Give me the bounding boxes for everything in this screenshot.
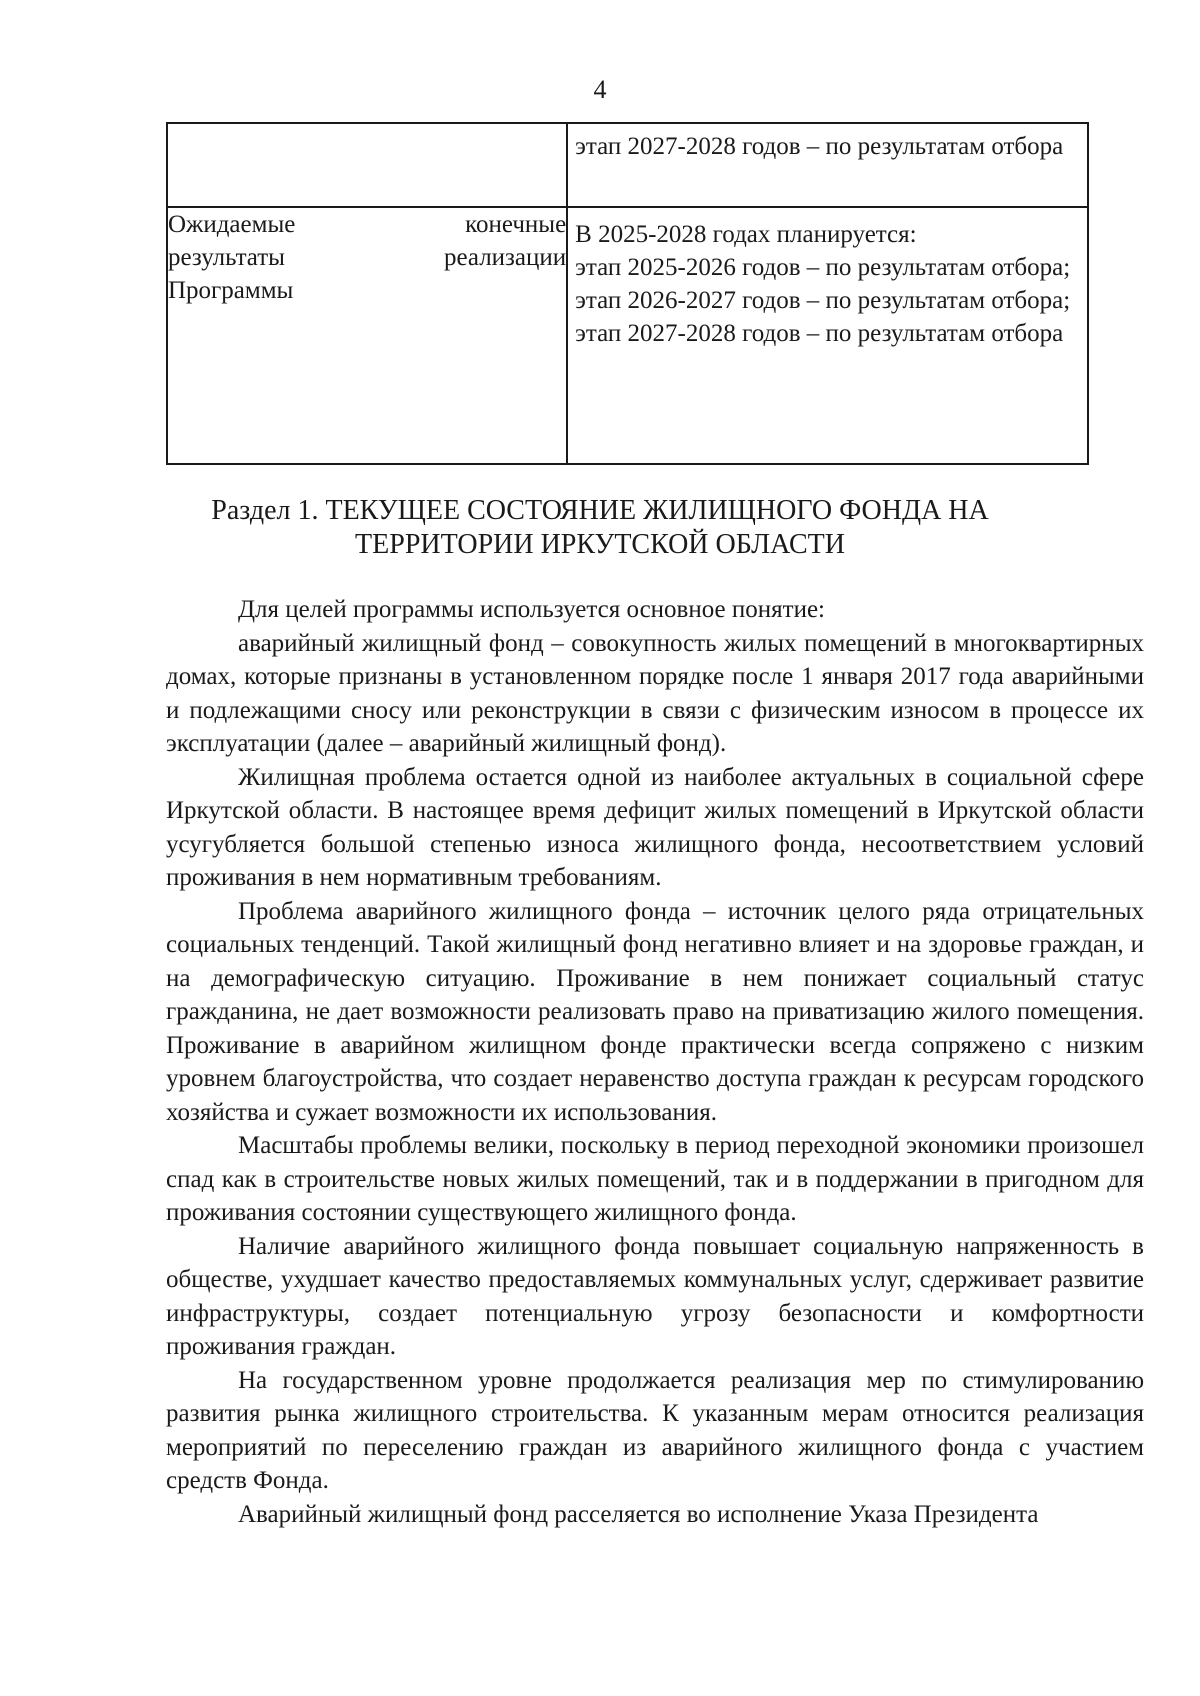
- paragraph: Наличие аварийного жилищного фонда повышает социальную напряженность в обществе, ухудшает качество предоставляемых коммунальных услуг, сдерживает развитие инфраструктуры, создает потенциальную угрозу безопасности и комфортности проживания граждан.: [166, 1232, 1144, 1360]
- label-word: результаты: [168, 244, 285, 271]
- result-line: этап 2026-2027 годов – по результатам отбора;: [575, 287, 1071, 314]
- table-cell-label: [167, 207, 567, 464]
- table-cell-empty: [167, 123, 567, 207]
- paragraph: Жилищная проблема остается одной из наиболее актуальных в социальной сфере Иркутской области. В настоящее время дефицит жилых помещений в Иркутской области усугубляется большой степенью износа жилищного фонда, несоответствием условий проживания в нем нормативным требованиям.: [166, 763, 1144, 891]
- label-word: конечные: [465, 211, 567, 238]
- label-word: Ожидаемые: [168, 211, 296, 238]
- cell-text: этап 2027-2028 годов – по результатам отбора: [575, 133, 1064, 160]
- result-line: этап 2025-2026 годов – по результатам отбора;: [575, 254, 1071, 281]
- table-cell-results: [567, 207, 1088, 464]
- result-line: этап 2027-2028 годов – по результатам отбора: [575, 320, 1064, 347]
- paragraph: Масштабы проблемы велики, поскольку в период переходной экономики произошел спад как в строительстве новых жилых помещений, так и в поддержании в пригодном для проживания состоянии существующего жилищного фонда.: [166, 1132, 1144, 1226]
- passport-table: [166, 122, 1089, 465]
- label-line: [168, 208, 566, 241]
- page-number: 4: [593, 75, 607, 104]
- paragraph: Проблема аварийного жилищного фонда – источник целого ряда отрицательных социальных тенденций. Такой жилищный фонд негативно влияет и на здоровье граждан, и на демографическую ситуацию. Проживание в нем понижает социальный статус гражданина, не дает возможности реализовать право на приватизацию жилого помещения. Проживание в аварийном жилищном фонде практически всегда сопряжено с низким уровнем благоустройства, что создает неравенство доступа граждан к ресурсам городского хозяйства и сужает возможности их использования.: [166, 897, 1144, 1126]
- section-title: [150, 494, 1050, 562]
- label-line: [168, 241, 566, 274]
- body-text: [166, 593, 1144, 1531]
- label-word: реализации: [443, 244, 567, 271]
- table-row: [167, 207, 1088, 464]
- section-title-line: Раздел 1. ТЕКУЩЕЕ СОСТОЯНИЕ ЖИЛИЩНОГО ФОНДА НА: [211, 495, 989, 526]
- label-line: Программы: [168, 277, 294, 304]
- paragraph: На государственном уровне продолжается реализация мер по стимулированию развития рынка жилищного строительства. К указанным мерам относится реализация мероприятий по переселению граждан из аварийного жилищного фонда с участием средств Фонда.: [166, 1366, 1144, 1494]
- paragraph: Аварийный жилищный фонд расселяется во исполнение Указа Президента: [238, 1500, 1039, 1528]
- paragraph: аварийный жилищный фонд – совокупность жилых помещений в многоквартирных домах, которые признаны в установленном порядке после 1 января 2017 года аварийными и подлежащими сносу или реконструкции в связи с физическим износом в процессе их эксплуатации (далее – аварийный жилищный фонд).: [166, 629, 1144, 757]
- paragraph: Для целей программы используется основное понятие:: [238, 596, 825, 623]
- table-row: [167, 123, 1088, 207]
- result-line: В 2025-2028 годах планируется:: [575, 221, 917, 248]
- table-cell-stage: [567, 123, 1088, 207]
- section-title-line: ТЕРРИТОРИИ ИРКУТСКОЙ ОБЛАСТИ: [355, 529, 845, 560]
